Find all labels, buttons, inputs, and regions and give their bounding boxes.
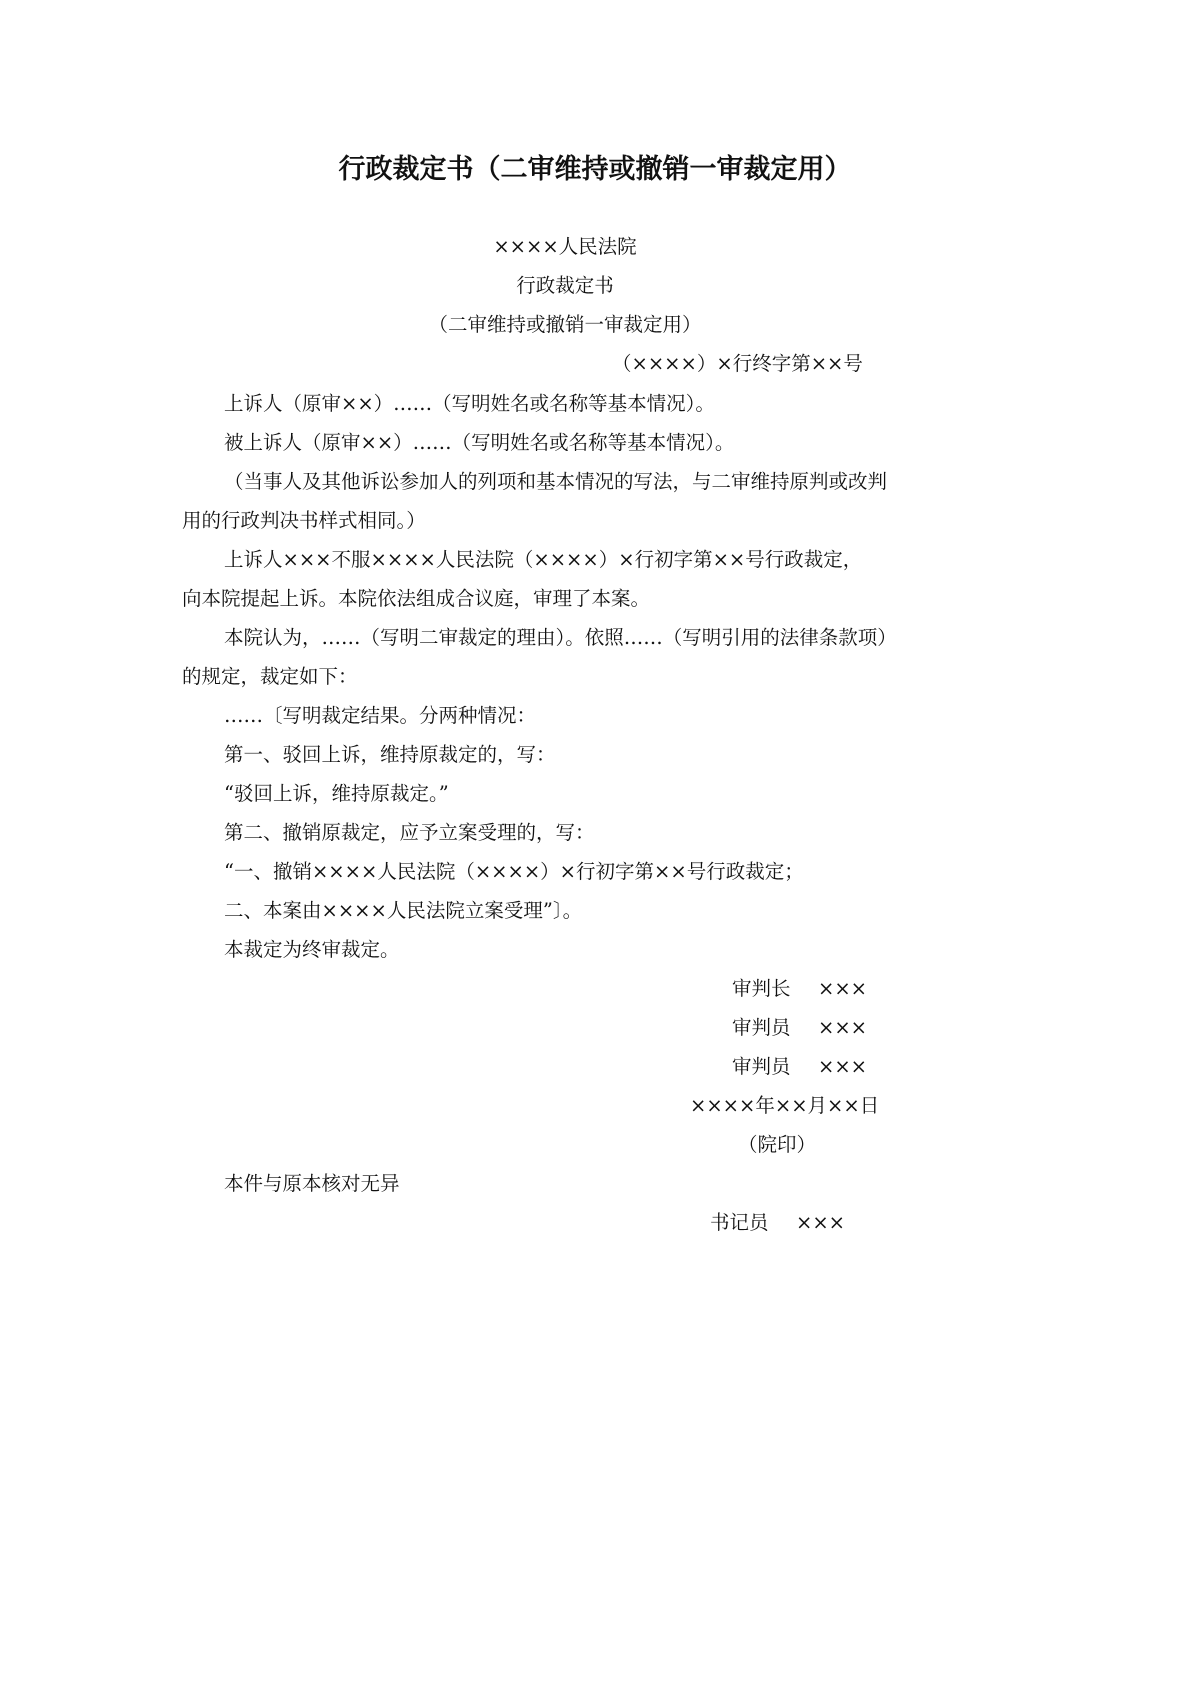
court-seal: （院印）	[738, 1133, 817, 1156]
paragraph-case1-text: “驳回上诉，维持原裁定。”	[224, 782, 449, 805]
clerk-name: ×××	[796, 1211, 846, 1234]
paragraph-note-line2: 用的行政判决书样式相同。）	[182, 509, 426, 532]
paragraph-case1: 第一、驳回上诉，维持原裁定的，写：	[224, 743, 556, 766]
paragraph-appeal-line1: 上诉人×××不服××××人民法院（××××）×行初字第××号行政裁定，	[224, 548, 863, 571]
document-date: ××××年××月××日	[690, 1094, 880, 1117]
paragraph-note-line1: （当事人及其他诉讼参加人的列项和基本情况的写法，与二审维持原判或改判	[224, 470, 888, 493]
document-subtitle: （二审维持或撤销一审裁定用）	[428, 313, 702, 336]
signature-label-presiding-judge: 审判长	[732, 977, 791, 1000]
case-number: （××××）×行终字第××号	[612, 352, 863, 375]
paragraph-appellee: 被上诉人（原审××）……（写明姓名或名称等基本情况）。	[224, 431, 735, 454]
paragraph-case2: 第二、撤销原裁定，应予立案受理的，写：	[224, 821, 595, 844]
paragraph-appellant: 上诉人（原审××）……（写明姓名或名称等基本情况）。	[224, 392, 715, 415]
signature-name-judge-1: ×××	[818, 1016, 868, 1039]
paragraph-result-intro: ……〔写明裁定结果。分两种情况：	[224, 704, 537, 727]
signature-name-judge-2: ×××	[818, 1055, 868, 1078]
paragraph-case2-text1: “一、撤销××××人民法院（××××）×行初字第××号行政裁定；	[224, 860, 804, 883]
signature-label-judge-2: 审判员	[732, 1055, 791, 1078]
paragraph-final: 本裁定为终审裁定。	[224, 938, 400, 961]
paragraph-case2-text2: 二、本案由××××人民法院立案受理”〕。	[224, 899, 583, 922]
document-title: 行政裁定书（二审维持或撤销一审裁定用）	[338, 154, 852, 185]
signature-label-judge-1: 审判员	[732, 1016, 791, 1039]
court-name: ××××人民法院	[493, 235, 637, 258]
signature-name-presiding-judge: ×××	[818, 977, 868, 1000]
paragraph-reason-line1: 本院认为，……（写明二审裁定的理由）。依照……（写明引用的法律条款项）	[224, 626, 897, 649]
document-type: 行政裁定书	[516, 274, 614, 297]
clerk-label: 书记员	[710, 1211, 769, 1234]
paragraph-appeal-line2: 向本院提起上诉。本院依法组成合议庭，审理了本案。	[182, 587, 651, 610]
verification-note: 本件与原本核对无异	[224, 1172, 400, 1195]
paragraph-reason-line2: 的规定，裁定如下：	[182, 665, 358, 688]
